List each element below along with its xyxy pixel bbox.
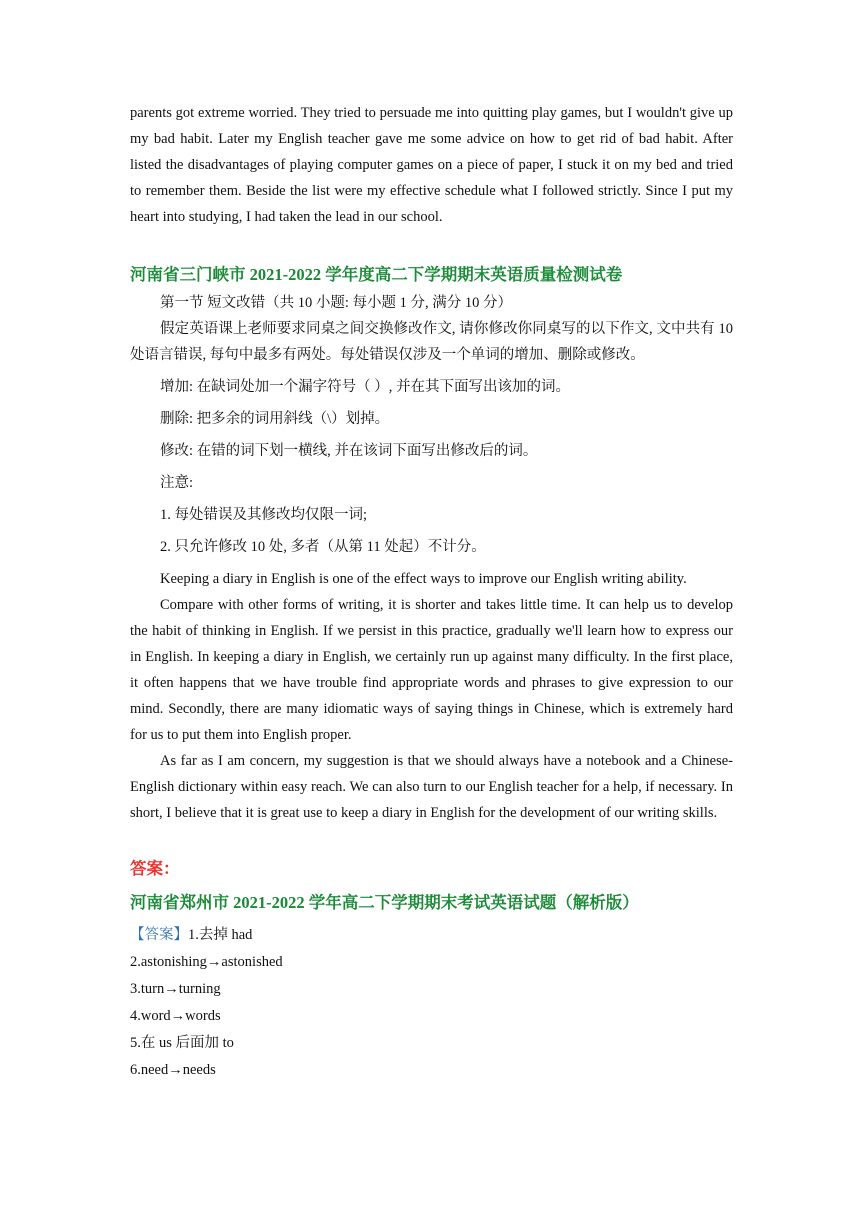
section-subtitle: 第一节 短文改错（共 10 小题: 每小题 1 分, 满分 10 分） <box>160 295 513 311</box>
answer-item-1 <box>130 922 733 949</box>
instruction-text: 假定英语课上老师要求同桌之间交换修改作文, 请你修改你同桌写的以下作文, 文中共有 10 处语言错误, 每句中最多有两处。每处错误仅涉及一个单词的增加、删除或修改。 <box>130 321 733 363</box>
answer-item-5: 5.在 us 后面加 to <box>130 1035 234 1051</box>
answer-item-2: 2.astonishing→astonished <box>130 954 283 970</box>
passage-tail: parents got extreme worried. They tried to persuade me into quitting play games, but I wouldn't give up my bad habit. Later my English teacher gave me some advice on how to get rid of bad habit. After listed the disadvantages of playing computer games on a piece of paper, I stuck it on my bed and tried to remember them. Beside the list were my effective schedule what I followed strictly. Since I put my heart into studying, I had taken the lead in our school. <box>130 105 733 225</box>
delete-rule: 删除: 把多余的词用斜线（\）划掉。 <box>160 411 390 427</box>
essay-paragraph-1: Keeping a diary in English is one of the effect ways to improve our English writing ability. <box>160 571 687 587</box>
answer-item-3: 3.turn→turning <box>130 981 221 997</box>
document-body <box>130 100 733 1084</box>
answer-label: 答案： <box>130 859 180 878</box>
answer-item-1-text: 1.去掉 had <box>188 927 253 943</box>
answer-item-6: 6.need→needs <box>130 1062 216 1078</box>
essay-paragraph-2: Compare with other forms of writing, it is shorter and takes little time. It can help us to develop the habit of thinking in English. If we persist in this practice, gradually we'll learn how to express our in English. In keeping a diary in English, we certainly run up against many difficulty. In the first place, it often happens that we have trouble find appropriate words and phrases to give expression to our mind. Secondly, there are many idiomatic ways of saying things in Chinese, which is extremely hard for us to put them into English proper. <box>130 597 733 743</box>
section-title: 河南省三门峡市 2021-2022 学年度高二下学期期末英语质量检测试卷 <box>130 265 623 284</box>
add-rule: 增加: 在缺词处加一个漏字符号（ ）, 并在其下面写出该加的词。 <box>160 379 571 395</box>
note-item-2: 2. 只允许修改 10 处, 多者（从第 11 处起）不计分。 <box>160 539 486 555</box>
answer-tag: 【答案】 <box>130 927 188 943</box>
modify-rule: 修改: 在错的词下划一横线, 并在该词下面写出修改后的词。 <box>160 443 538 459</box>
note-label: 注意: <box>160 475 194 491</box>
answer-source-title: 河南省郑州市 2021-2022 学年高二下学期期末考试英语试题（解析版） <box>130 893 639 912</box>
note-item-1: 1. 每处错误及其修改均仅限一词; <box>160 507 368 523</box>
essay-paragraph-3: As far as I am concern, my suggestion is that we should always have a notebook and a Chinese-English dictionary within easy reach. We can also turn to our English teacher for a help, if necessary. In short, I believe that it is great use to keep a diary in English for the development of our writing skills. <box>130 753 733 821</box>
answer-item-4: 4.word→words <box>130 1008 221 1024</box>
